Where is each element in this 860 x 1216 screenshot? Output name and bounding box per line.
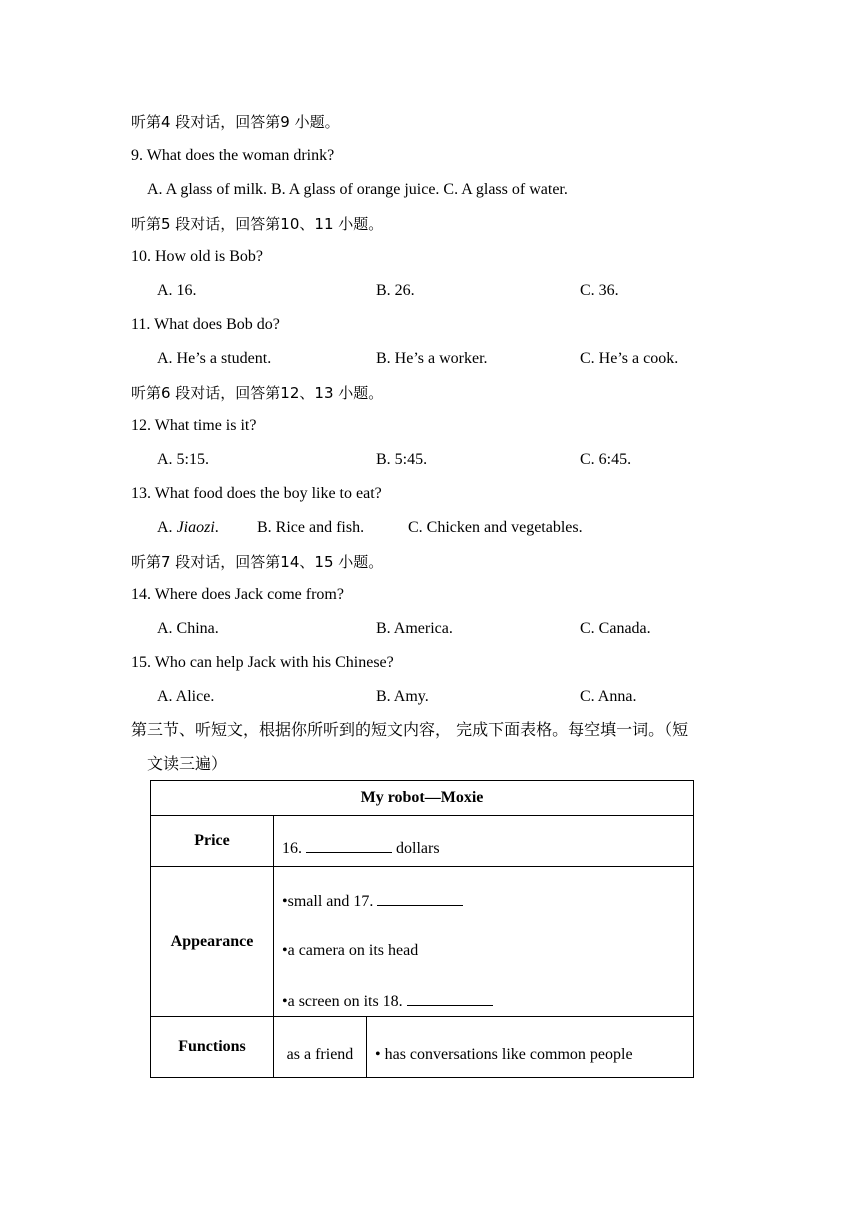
option-10-a: A. 16. <box>157 282 197 299</box>
appearance-item-1 <box>282 891 693 911</box>
question-12: 12. What time is it? <box>131 417 257 434</box>
question-15: 15. Who can help Jack with his Chinese? <box>131 654 394 671</box>
functions-sub-label: as a friend <box>274 1017 367 1078</box>
answer-blank-18[interactable] <box>407 991 493 1006</box>
appearance-label: Appearance <box>151 867 274 1017</box>
option-13-b: B. Rice and fish. <box>257 519 365 536</box>
option-15-a: A. Alice. <box>157 688 215 705</box>
option-13-a-word: Jiaozi <box>176 519 215 536</box>
appearance-item-3 <box>282 991 693 1011</box>
price-cell <box>274 816 694 867</box>
option-13-c: C. Chicken and vegetables. <box>408 519 583 536</box>
appearance-item-3-text: •a screen on its 18. <box>282 993 407 1010</box>
part3-instruction: 第三节、听短文，根据你所听到的短文内容， 完成下面表格。每空填一词。（短 <box>131 720 689 739</box>
option-12-c: C. 6:45. <box>580 451 632 468</box>
section-heading-4: 听第4 段对话，回答第9 小题。 <box>131 113 340 131</box>
option-13-a-suffix: . <box>214 519 219 536</box>
answer-blank-16[interactable] <box>306 838 392 853</box>
robot-table <box>150 780 694 1078</box>
question-14: 14. Where does Jack come from? <box>131 586 344 603</box>
answer-blank-17[interactable] <box>377 891 463 906</box>
appearance-cell <box>274 867 694 1017</box>
question-10: 10. How old is Bob? <box>131 248 263 265</box>
question-9-options: A. A glass of milk. B. A glass of orange juice. C. A glass of water. <box>147 181 568 198</box>
option-14-b: B. America. <box>376 620 453 637</box>
section-heading-6: 听第6 段对话，回答第12、13 小题。 <box>131 384 384 402</box>
option-13-a-prefix: A. <box>157 519 177 536</box>
option-12-a: A. 5:15. <box>157 451 209 468</box>
price-suffix: dollars <box>392 840 440 857</box>
option-15-b: B. Amy. <box>376 688 429 705</box>
option-11-a: A. He’s a student. <box>157 350 272 367</box>
option-10-c: C. 36. <box>580 282 619 299</box>
option-11-c: C. He’s a cook. <box>580 350 679 367</box>
question-11: 11. What does Bob do? <box>131 316 280 333</box>
option-14-a: A. China. <box>157 620 219 637</box>
price-prefix: 16. <box>282 840 306 857</box>
table-title: My robot—Moxie <box>151 781 694 816</box>
option-11-b: B. He’s a worker. <box>376 350 488 367</box>
functions-detail: • has conversations like common people <box>367 1017 694 1078</box>
section-heading-5: 听第5 段对话，回答第10、11 小题。 <box>131 215 384 233</box>
option-13-a <box>157 518 219 538</box>
appearance-item-2: •a camera on its head <box>282 942 419 959</box>
functions-label: Functions <box>151 1017 274 1078</box>
appearance-item-1-text: •small and 17. <box>282 893 378 910</box>
option-15-c: C. Anna. <box>580 688 637 705</box>
option-14-c: C. Canada. <box>580 620 651 637</box>
option-10-b: B. 26. <box>376 282 415 299</box>
section-heading-7: 听第7 段对话，回答第14、15 小题。 <box>131 553 384 571</box>
option-12-b: B. 5:45. <box>376 451 428 468</box>
part3-instruction-cont: 文读三遍） <box>147 754 228 773</box>
question-9: 9. What does the woman drink? <box>131 147 335 164</box>
price-label: Price <box>151 816 274 867</box>
question-13: 13. What food does the boy like to eat? <box>131 485 382 502</box>
